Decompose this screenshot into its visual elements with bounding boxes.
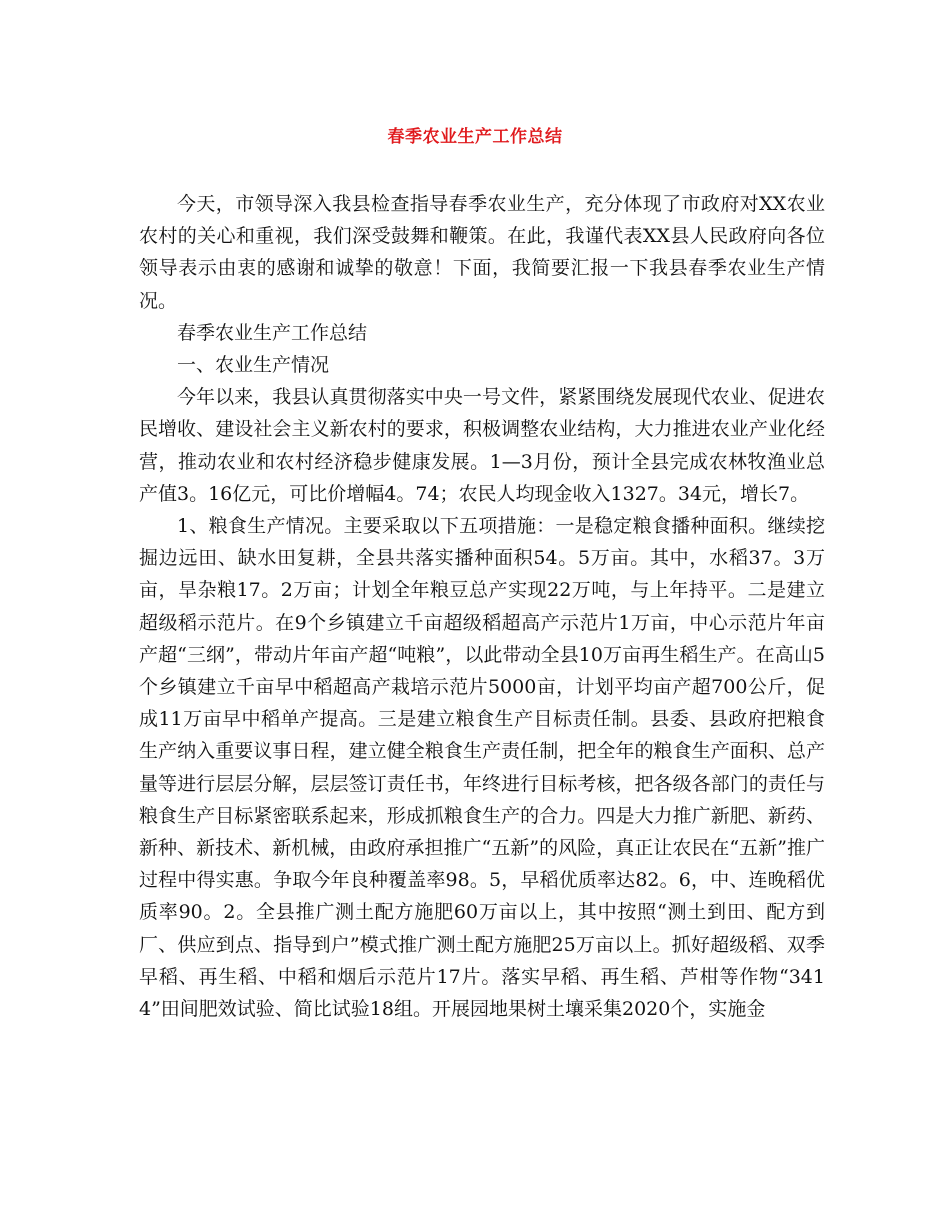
document-title: 春季农业生产工作总结: [387, 127, 563, 147]
document-body: [139, 188, 825, 1025]
section-heading: 一、农业生产情况: [177, 354, 330, 377]
paragraph-intro: 今天，市领导深入我县检查指导春季农业生产，充分体现了市政府对XX农业农村的关心和重视，我们深受鼓舞和鞭策。在此，我谨代表XX县人民政府向各位领导表示由衷的感谢和诚挚的敬意！下面，我简要汇报一下我县春季农业生产情况。: [139, 193, 825, 312]
paragraph-overview: 今年以来，我县认真贯彻落实中央一号文件，紧紧围绕发展现代农业、促进农民增收、建设社会主义新农村的要求，积极调整农业结构，大力推进农业产业化经营，推动农业和农村经济稳步健康发展。1—3月份，预计全县完成农林牧渔业总产值3。16亿元，可比价增幅4。74；农民人均现金收入1327。34元，增长7。: [139, 386, 825, 505]
paragraph-grain-production: 1、粮食生产情况。主要采取以下五项措施：一是稳定粮食播种面积。继续挖掘边远田、缺水田复耕，全县共落实播种面积54。5万亩。其中，水稻37。3万亩，旱杂粮17。2万亩；计划全年粮豆总产实现22万吨，与上年持平。二是建立超级稻示范片。在9个乡镇建立千亩超级稻超高产示范片1万亩，中心示范片年亩产超“三纲”，带动片年亩产超“吨粮”，以此带动全县10万亩再生稻生产。在高山5个乡镇建立千亩早中稻超高产栽培示范片5000亩，计划平均亩产超700公斤，促成11万亩早中稻单产提高。三是建立粮食生产目标责任制。县委、县政府把粮食生产纳入重要议事日程，建立健全粮食生产责任制，把全年的粮食生产面积、总产量等进行层层分解，层层签订责任书，年终进行目标考核，把各级各部门的责任与粮食生产目标紧密联系起来，形成抓粮食生产的合力。四是大力推广新肥、新药、新种、新技术、新机械，由政府承担推广“五新”的风险，真正让农民在“五新”推广过程中得实惠。争取今年良种覆盖率98。5，早稻优质率达82。6，中、连晚稻优质率90。2。全县推广测土配方施肥60万亩以上，其中按照“测土到田、配方到厂、供应到点、指导到户”模式推广测土配方施肥25万亩以上。抓好超级稻、双季早稻、再生稻、中稻和烟后示范片17片。落实早稻、再生稻、芦柑等作物“3414”田间肥效试验、简比试验18组。开展园地果树土壤采集2020个，实施金: [139, 515, 825, 1021]
paragraph-subtitle: 春季农业生产工作总结: [177, 321, 368, 344]
